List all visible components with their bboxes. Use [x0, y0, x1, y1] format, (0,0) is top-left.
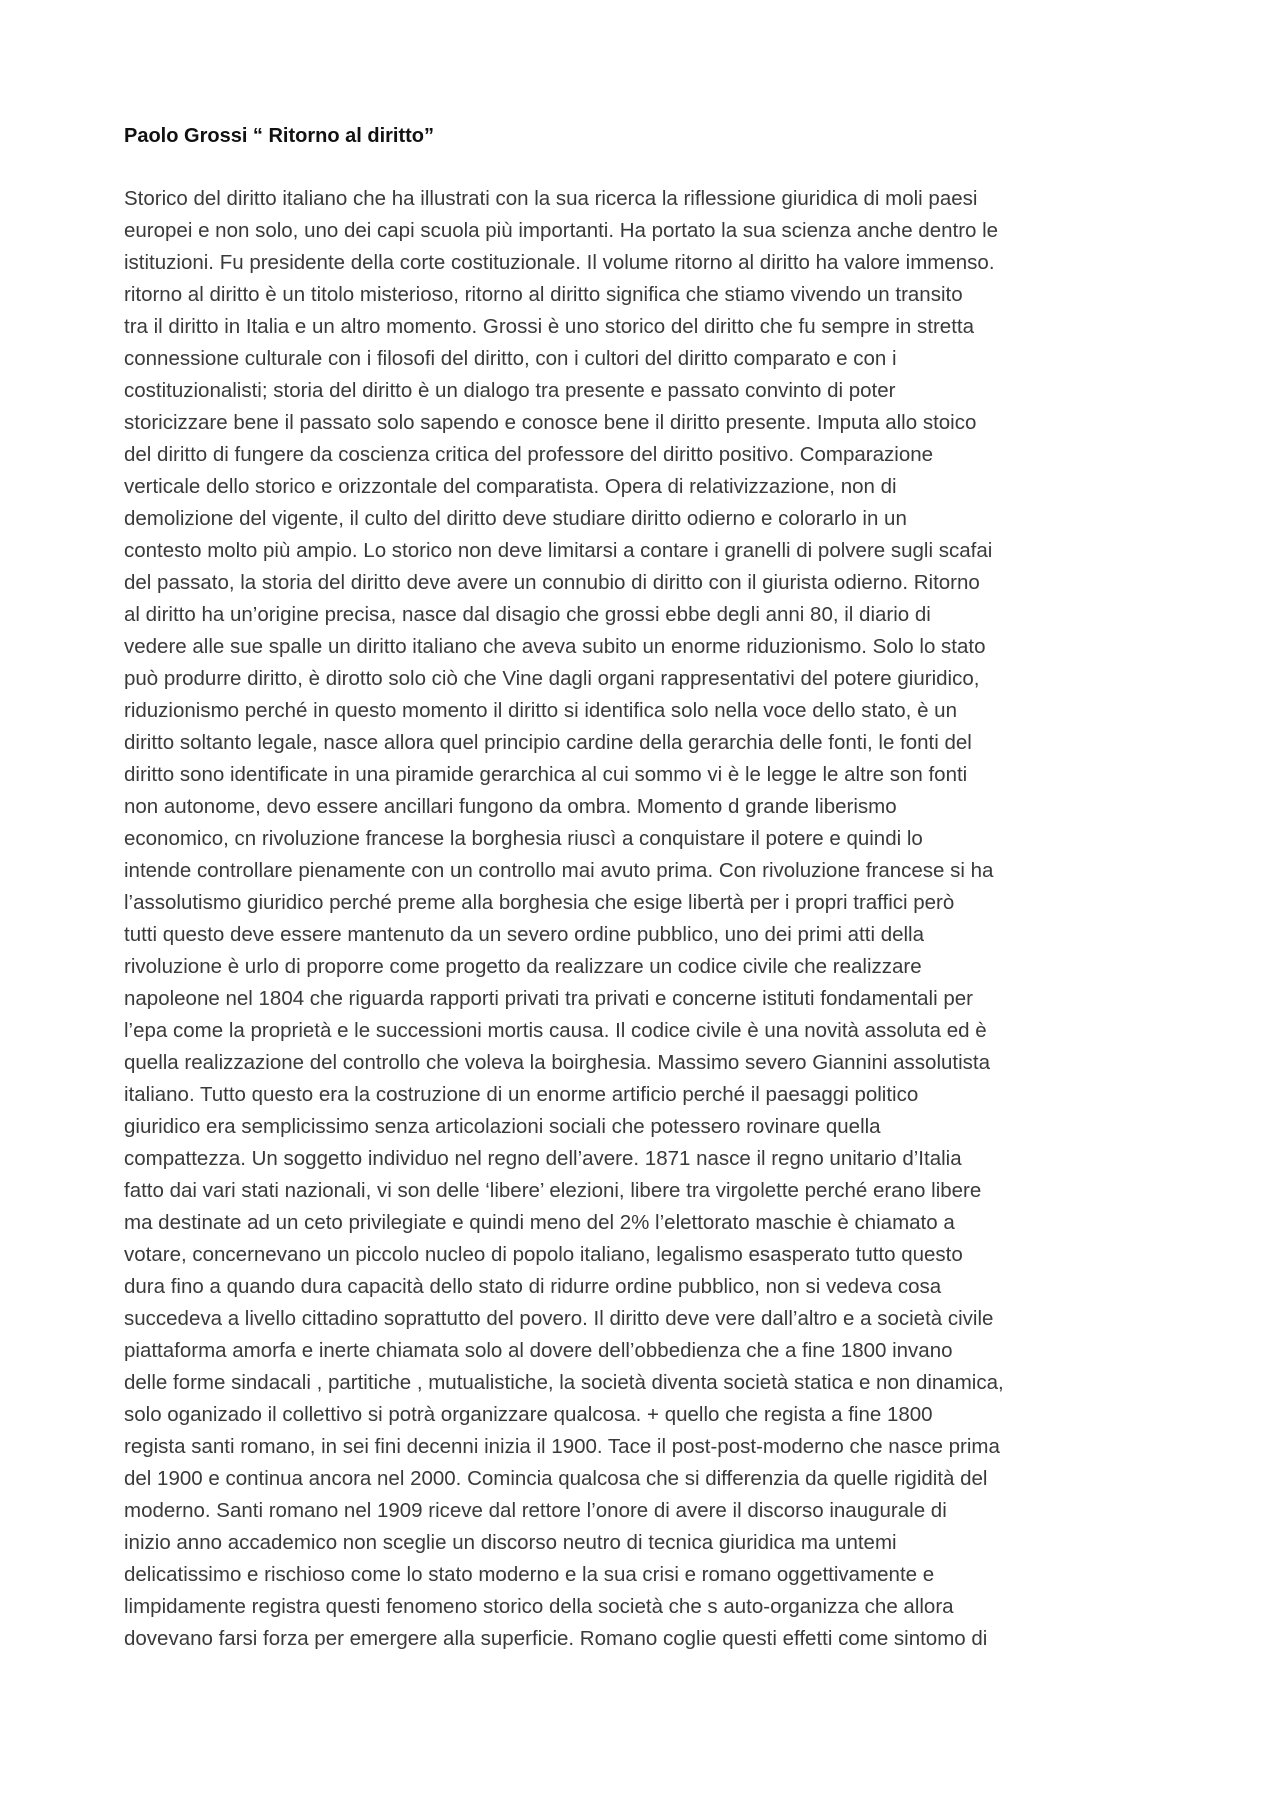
text-line: riduzionismo perché in questo momento il diritto si identifica solo nella voce dello stato, è un [124, 699, 957, 722]
text-line: succedeva a livello cittadino soprattutto del povero. Il diritto deve vere dall’altro e a società civile [124, 1307, 994, 1330]
text-line: intende controllare pienamente con un controllo mai avuto prima. Con rivoluzione francese si ha [124, 859, 994, 882]
text-line: italiano. Tutto questo era la costruzione di un enorme artificio perché il paesaggi politico [124, 1083, 919, 1106]
text-line: al diritto ha un’origine precisa, nasce dal disagio che grossi ebbe degli anni 80, il diario di [124, 603, 931, 626]
text-line: l’assolutismo giuridico perché preme alla borghesia che esige libertà per i propri traffici però [124, 891, 955, 914]
text-line: verticale dello storico e orizzontale del comparatista. Opera di relativizzazione, non di [124, 475, 897, 498]
text-line: contesto molto più ampio. Lo storico non deve limitarsi a contare i granelli di polvere sugli scafai [124, 539, 993, 562]
text-line: solo oganizado il collettivo si potrà organizzare qualcosa. + quello che regista a fine 1800 [124, 1403, 933, 1426]
text-line: diritto sono identificate in una piramide gerarchica al cui sommo vi è le legge le altre son fonti [124, 763, 968, 786]
document-body [124, 183, 1174, 1655]
text-line: del 1900 e continua ancora nel 2000. Comincia qualcosa che si differenzia da quelle rigidità del [124, 1467, 988, 1490]
text-line: tutti questo deve essere mantenuto da un severo ordine pubblico, uno dei primi atti della [124, 923, 925, 946]
text-line: demolizione del vigente, il culto del diritto deve studiare diritto odierno e colorarlo in un [124, 507, 907, 530]
text-line: può produrre diritto, è dirotto solo ciò che Vine dagli organi rappresentativi del potere giuridico, [124, 667, 980, 690]
text-line: europei e non solo, uno dei capi scuola più importanti. Ha portato la sua scienza anche dentro le [124, 219, 999, 242]
text-line: regista santi romano, in sei fini decenni inizia il 1900. Tace il post-post-moderno che nasce prima [124, 1435, 1000, 1458]
text-line: storicizzare bene il passato solo sapendo e conosce bene il diritto presente. Imputa allo stoico [124, 411, 977, 434]
text-line: tra il diritto in Italia e un altro momento. Grossi è uno storico del diritto che fu sempre in stretta [124, 315, 974, 338]
text-line: inizio anno accademico non sceglie un discorso neutro di tecnica giuridica ma untemi [124, 1531, 897, 1554]
text-line: non autonome, devo essere ancillari fungono da ombra. Momento d grande liberismo [124, 795, 897, 818]
text-line: l’epa come la proprietà e le successioni mortis causa. Il codice civile è una novità assoluta ed è [124, 1019, 987, 1042]
text-line: giuridico era semplicissimo senza articolazioni sociali che potessero rovinare quella [124, 1115, 881, 1138]
text-line: rivoluzione è urlo di proporre come progetto da realizzare un codice civile che realizzare [124, 955, 922, 978]
text-line: delicatissimo e rischioso come lo stato moderno e la sua crisi e romano oggettivamente e [124, 1563, 935, 1586]
text-line: del diritto di fungere da coscienza critica del professore del diritto positivo. Comparazione [124, 443, 934, 466]
text-line: delle forme sindacali , partitiche , mutualistiche, la società diventa società statica e non dinamica, [124, 1371, 1004, 1394]
text-line: napoleone nel 1804 che riguarda rapporti privati tra privati e concerne istituti fondamentali per [124, 987, 973, 1010]
text-line: Storico del diritto italiano che ha illustrati con la sua ricerca la riflessione giuridica di moli paesi [124, 187, 978, 210]
text-line: vedere alle sue spalle un diritto italiano che aveva subito un enorme riduzionismo. Solo lo stato [124, 635, 986, 658]
text-line: connessione culturale con i filosofi del diritto, con i cultori del diritto comparato e con i [124, 347, 897, 370]
text-line: ma destinate ad un ceto privilegiate e quindi meno del 2% l’elettorato maschie è chiamato a [124, 1211, 955, 1234]
document-title: Paolo Grossi “ Ritorno al diritto” [124, 125, 435, 147]
text-line: ritorno al diritto è un titolo misterioso, ritorno al diritto significa che stiamo vivendo un transito [124, 283, 963, 306]
text-line: istituzioni. Fu presidente della corte costituzionale. Il volume ritorno al diritto ha valore immenso. [124, 251, 995, 274]
text-line: diritto soltanto legale, nasce allora quel principio cardine della gerarchia delle fonti, le fonti del [124, 731, 972, 754]
text-line: limpidamente registra questi fenomeno storico della società che s auto-organizza che allora [124, 1595, 954, 1618]
text-line: moderno. Santi romano nel 1909 riceve dal rettore l’onore di avere il discorso inaugurale di [124, 1499, 947, 1522]
text-line: costituzionalisti; storia del diritto è un dialogo tra presente e passato convinto di poter [124, 379, 896, 402]
text-line: compattezza. Un soggetto individuo nel regno dell’avere. 1871 nasce il regno unitario d’Italia [124, 1147, 962, 1170]
text-line: votare, concernevano un piccolo nucleo di popolo italiano, legalismo esasperato tutto questo [124, 1243, 963, 1266]
text-line: del passato, la storia del diritto deve avere un connubio di diritto con il giurista odierno. Ritorno [124, 571, 980, 594]
text-line: economico, cn rivoluzione francese la borghesia riuscì a conquistare il potere e quindi lo [124, 827, 923, 850]
text-line: fatto dai vari stati nazionali, vi son delle ‘libere’ elezioni, libere tra virgolette perché erano libere [124, 1179, 982, 1202]
text-line: dovevano farsi forza per emergere alla superficie. Romano coglie questi effetti come sintomo di [124, 1627, 988, 1650]
text-line: dura fino a quando dura capacità dello stato di ridurre ordine pubblico, non si vedeva cosa [124, 1275, 942, 1298]
text-line: piattaforma amorfa e inerte chiamata solo al dovere dell’obbedienza che a fine 1800 invano [124, 1339, 953, 1362]
text-line: quella realizzazione del controllo che voleva la boirghesia. Massimo severo Giannini assolutista [124, 1051, 991, 1074]
